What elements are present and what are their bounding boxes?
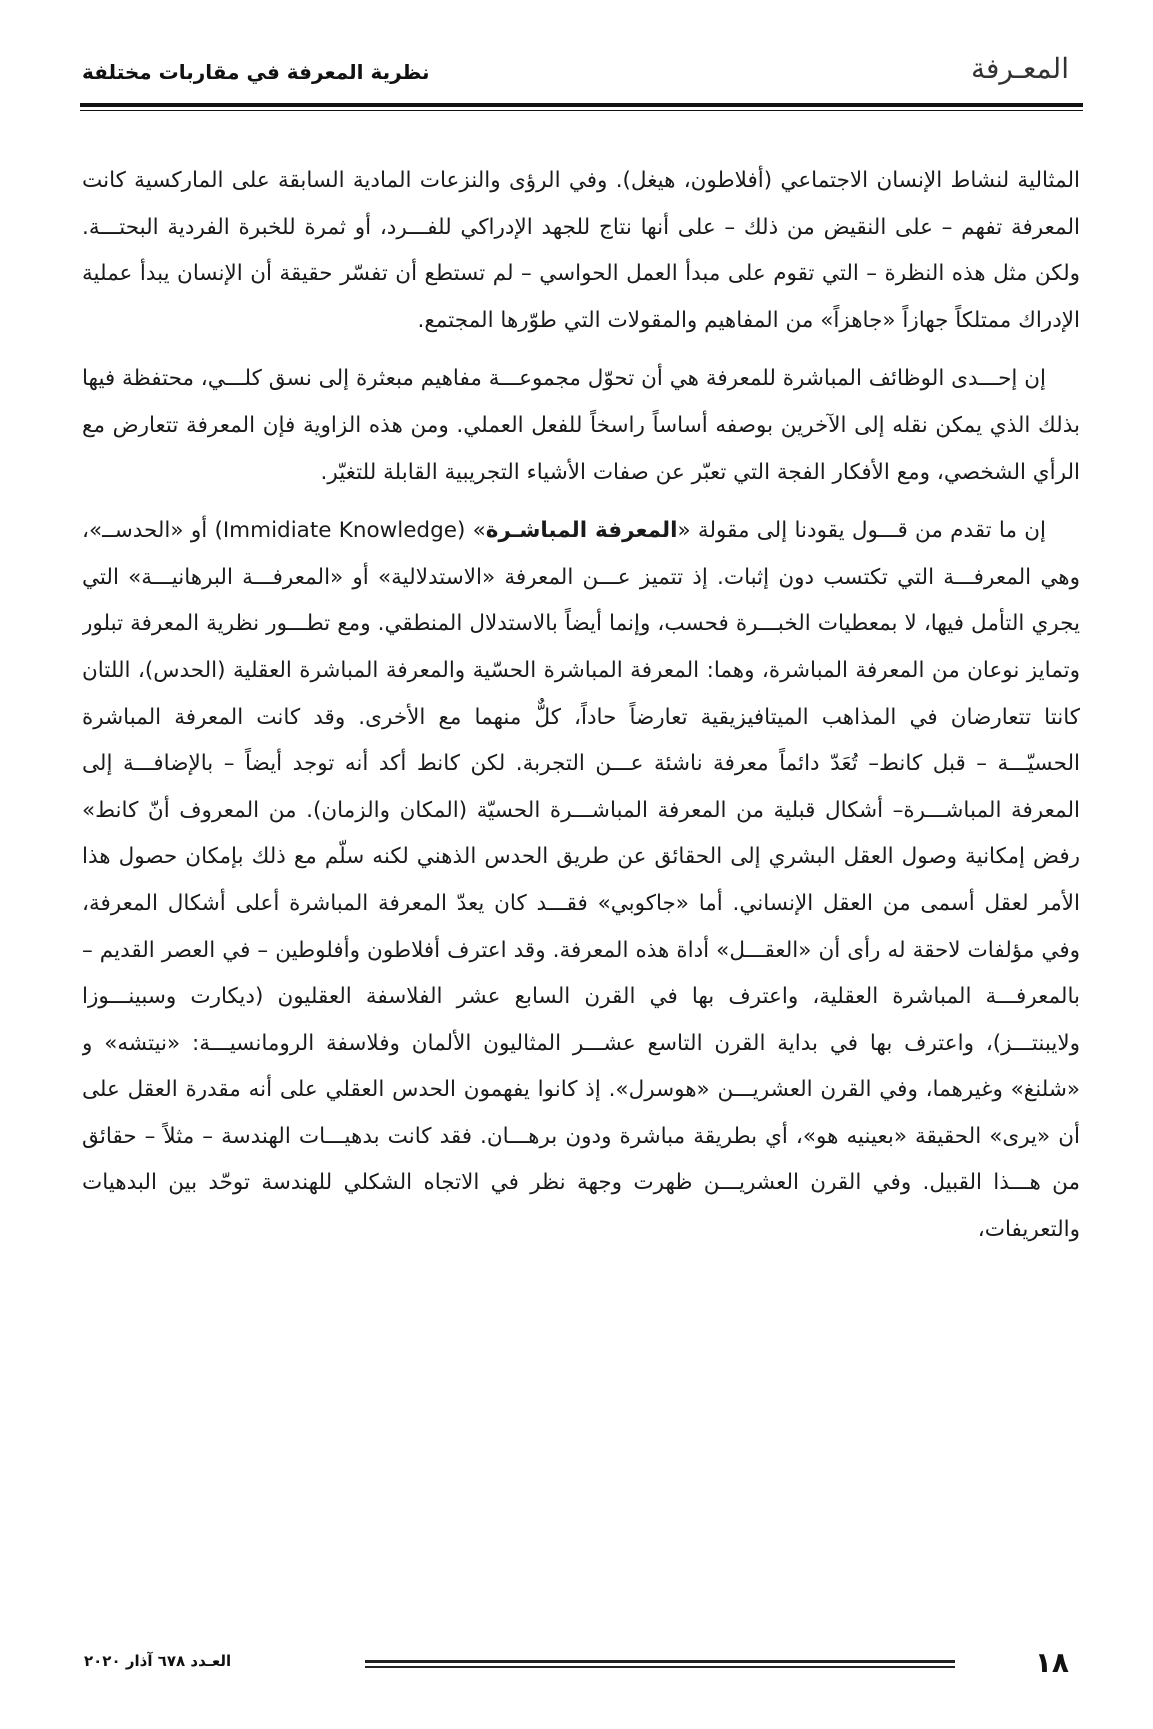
header-divider-thin [80, 110, 1083, 111]
paragraph-3-rest: » (Immidiate Knowledge) أو «الحدســ»، وهي المعرفـــة التي تكتسب دون إثبات. إذ تتميز عـــن المعرفة «الاستدلالية» أو «المعرفـــة البرهانيـــة» التي يجري التأمل فيها، لا بمعطيات الخبـــرة فحسب، وإنما أيضاً بالاستدلال المنطقي. ومع تطـــور نظرية المعرفة تبلور وتمايز نوعان من المعرفة المباشرة، وهما: المعرفة المباشرة الحسّية والمعرفة المباشرة العقلية (الحدس)، اللتان كانتا تتعارضان في المذاهب الميتافيزيقية تعارضاً حاداً، كلٌّ منهما مع الأخرى. وقد كانت المعرفة المباشرة الحسيّـــة – قبل كانط– تُعَدّ دائماً معرفة ناشئة عـــن التجربة. لكن كانط أكد أنه توجد أيضاً – بالإضافـــة إلى المعرفة المباشـــرة– أشكال قبلية من المعرفة المباشـــرة الحسيّة (المكان والزمان). من المعروف أنّ كانط» رفض إمكانية وصول العقل البشري إلى الحقائق عن طريق الحدس الذهني لكنه سلّم مع ذلك بإمكان حصول هذا الأمر لعقل أسمى من العقل الإنساني. أما «جاكوبي» فقـــد كان يعدّ المعرفة المباشرة أعلى أشكال المعرفة، وفي مؤلفات لاحقة له رأى أن «العقـــل» أداة هذه المعرفة. وقد اعترف أفلاطون وأفلوطين – في العصر القديم – بالمعرفـــة المباشرة العقلية، واعترف بها في القرن السابع عشر الفلاسفة العقليون (ديكارت وسبينـــوزا ولايبنتـــز)، واعترف بها في بداية القرن التاسع عشـــر المثاليون الألمان وفلاسفة الرومانسيـــة: «نيتشه» و «شلنغ» وغيرهما، وفي القرن العشريـــن «هوسرل». إذ كانوا يفهمون الحدس العقلي على أنه مقدرة العقل على أن «يرى» الحقيقة «بعينيه هو»، أي بطريقة مباشرة ودون برهـــان. فقد كانت بدهيـــات الهندسة – مثلاً – حقائق من هـــذا القبيل. وفي القرن العشريـــن ظهرت وجهة نظر في الاتجاه الشكلي للهندسة توحّد بين البدهيات والتعريفات، [82, 518, 1080, 1243]
paragraph-3-start: إن ما تقدم من قـــول يقودنا إلى مقولة « [677, 518, 1046, 544]
paragraph-3 [82, 508, 1080, 1254]
running-title: نظرية المعرفة في مقاربات مختلفة [82, 60, 430, 84]
page-footer [80, 1646, 1083, 1686]
paragraph-1: المثالية لنشاط الإنسان الاجتماعي (أفلاطون، هيغل). وفي الرؤى والنزعات المادية السابقة على الماركسية كانت المعرفة تفهم – على النقيض من ذلك – على أنها نتاج للجهد الإدراكي للفـــرد، أو ثمرة للخبرة الفردية البحتـــة. ولكن مثل هذه النظرة – التي تقوم على مبدأ العمل الحواسي – لم تستطع أن تفسّر حقيقة أن الإنسان يبدأ عملية الإدراك ممتلكاً جهازاً «جاهزاً» من المفاهيم والمقولات التي طوّرها المجتمع. [82, 168, 1080, 333]
paragraph-2: إن إحـــدى الوظائف المباشرة للمعرفة هي أن تحوّل مجموعـــة مفاهيم مبعثرة إلى نسق كلـــي، محتفظة فيها بذلك الذي يمكن نقله إلى الآخرين بوصفه أساساً راسخاً للفعل العملي. ومن هذه الزاوية فإن المعرفة تتعارض مع الرأي الشخصي، ومع الأفكار الفجة التي تعبّر عن صفات الأشياء التجريبية القابلة للتغيّر. [82, 366, 1080, 485]
page-number: ١٨ [1034, 1646, 1069, 1679]
magazine-logo: المعـرفة [970, 52, 1069, 85]
article-body [82, 158, 1080, 1618]
footer-divider [365, 1660, 955, 1670]
term-immediate-knowledge: المعرفة المباشـرة [485, 518, 678, 544]
header-divider-thick [80, 103, 1083, 107]
page-header [80, 48, 1083, 92]
issue-info: العـدد ٦٧٨ آذار ٢٠٢٠ [84, 1652, 232, 1670]
